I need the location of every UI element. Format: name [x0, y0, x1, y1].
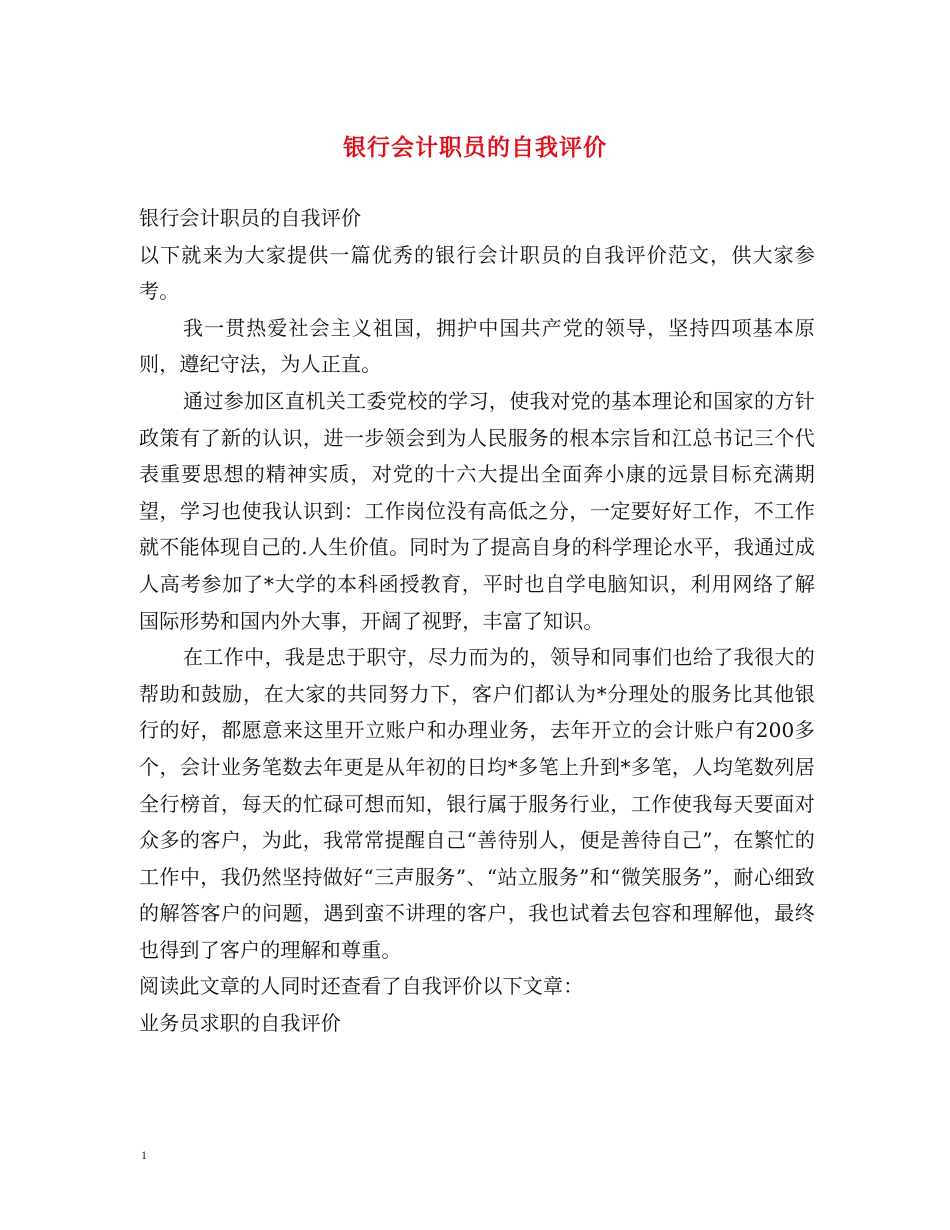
intro-paragraph: 以下就来为大家提供一篇优秀的银行会计职员的自我评价范文，供大家参考。 [139, 242, 815, 304]
related-articles-heading: 阅读此文章的人同时还查看了自我评价以下文章： [139, 974, 584, 999]
subtitle-line: 银行会计职员的自我评价 [139, 206, 362, 230]
paragraph-work: 在工作中，我是忠于职守，尽力而为的，领导和同事们也给了我很大的帮助和鼓励，在大家的共同努力下，客户们都认为*分理处的服务比其他银行的好，都愿意来这里开立账户和办理业务，去年开立的会计账户有200多个，会计业务笔数去年更是从年初的日均*多笔上升到*多笔，人均笔数列居全行榜首，每天的忙碌可想而知，银行属于服务行业，工作使我每天要面对众多的客户，为此，我常常提醒自己“善待别人，便是善待自己”，在繁忙的工作中，我仍然坚持做好“三声服务”、“站立服务”和“微笑服务”，耐心细致的解答客户的问题，遇到蛮不讲理的客户，我也试着去包容和理解他，最终也得到了客户的理解和尊重。 [139, 645, 815, 962]
document-body [139, 200, 815, 1042]
paragraph-principles: 我一贯热爱社会主义祖国，拥护中国共产党的领导，坚持四项基本原则，遵纪守法，为人正直。 [139, 315, 815, 377]
document-title: 银行会计职员的自我评价 [343, 134, 607, 161]
related-article-link[interactable]: 业务员求职的自我评价 [139, 1011, 341, 1036]
paragraph-study: 通过参加区直机关工委党校的学习，使我对党的基本理论和国家的方针政策有了新的认识，进一步领会到为人民服务的根本宗旨和江总书记三个代表重要思想的精神实质，对党的十六大提出全面奔小康的远景目标充满期望，学习也使我认识到：工作岗位没有高低之分，一定要好好工作，不工作就不能体现自己的.人生价值。同时为了提高自身的科学理论水平，我通过成人高考参加了*大学的本科函授教育，平时也自学电脑知识，利用网络了解国际形势和国内外大事，开阔了视野，丰富了知识。 [139, 388, 815, 633]
page-number: 1 [141, 1148, 147, 1162]
